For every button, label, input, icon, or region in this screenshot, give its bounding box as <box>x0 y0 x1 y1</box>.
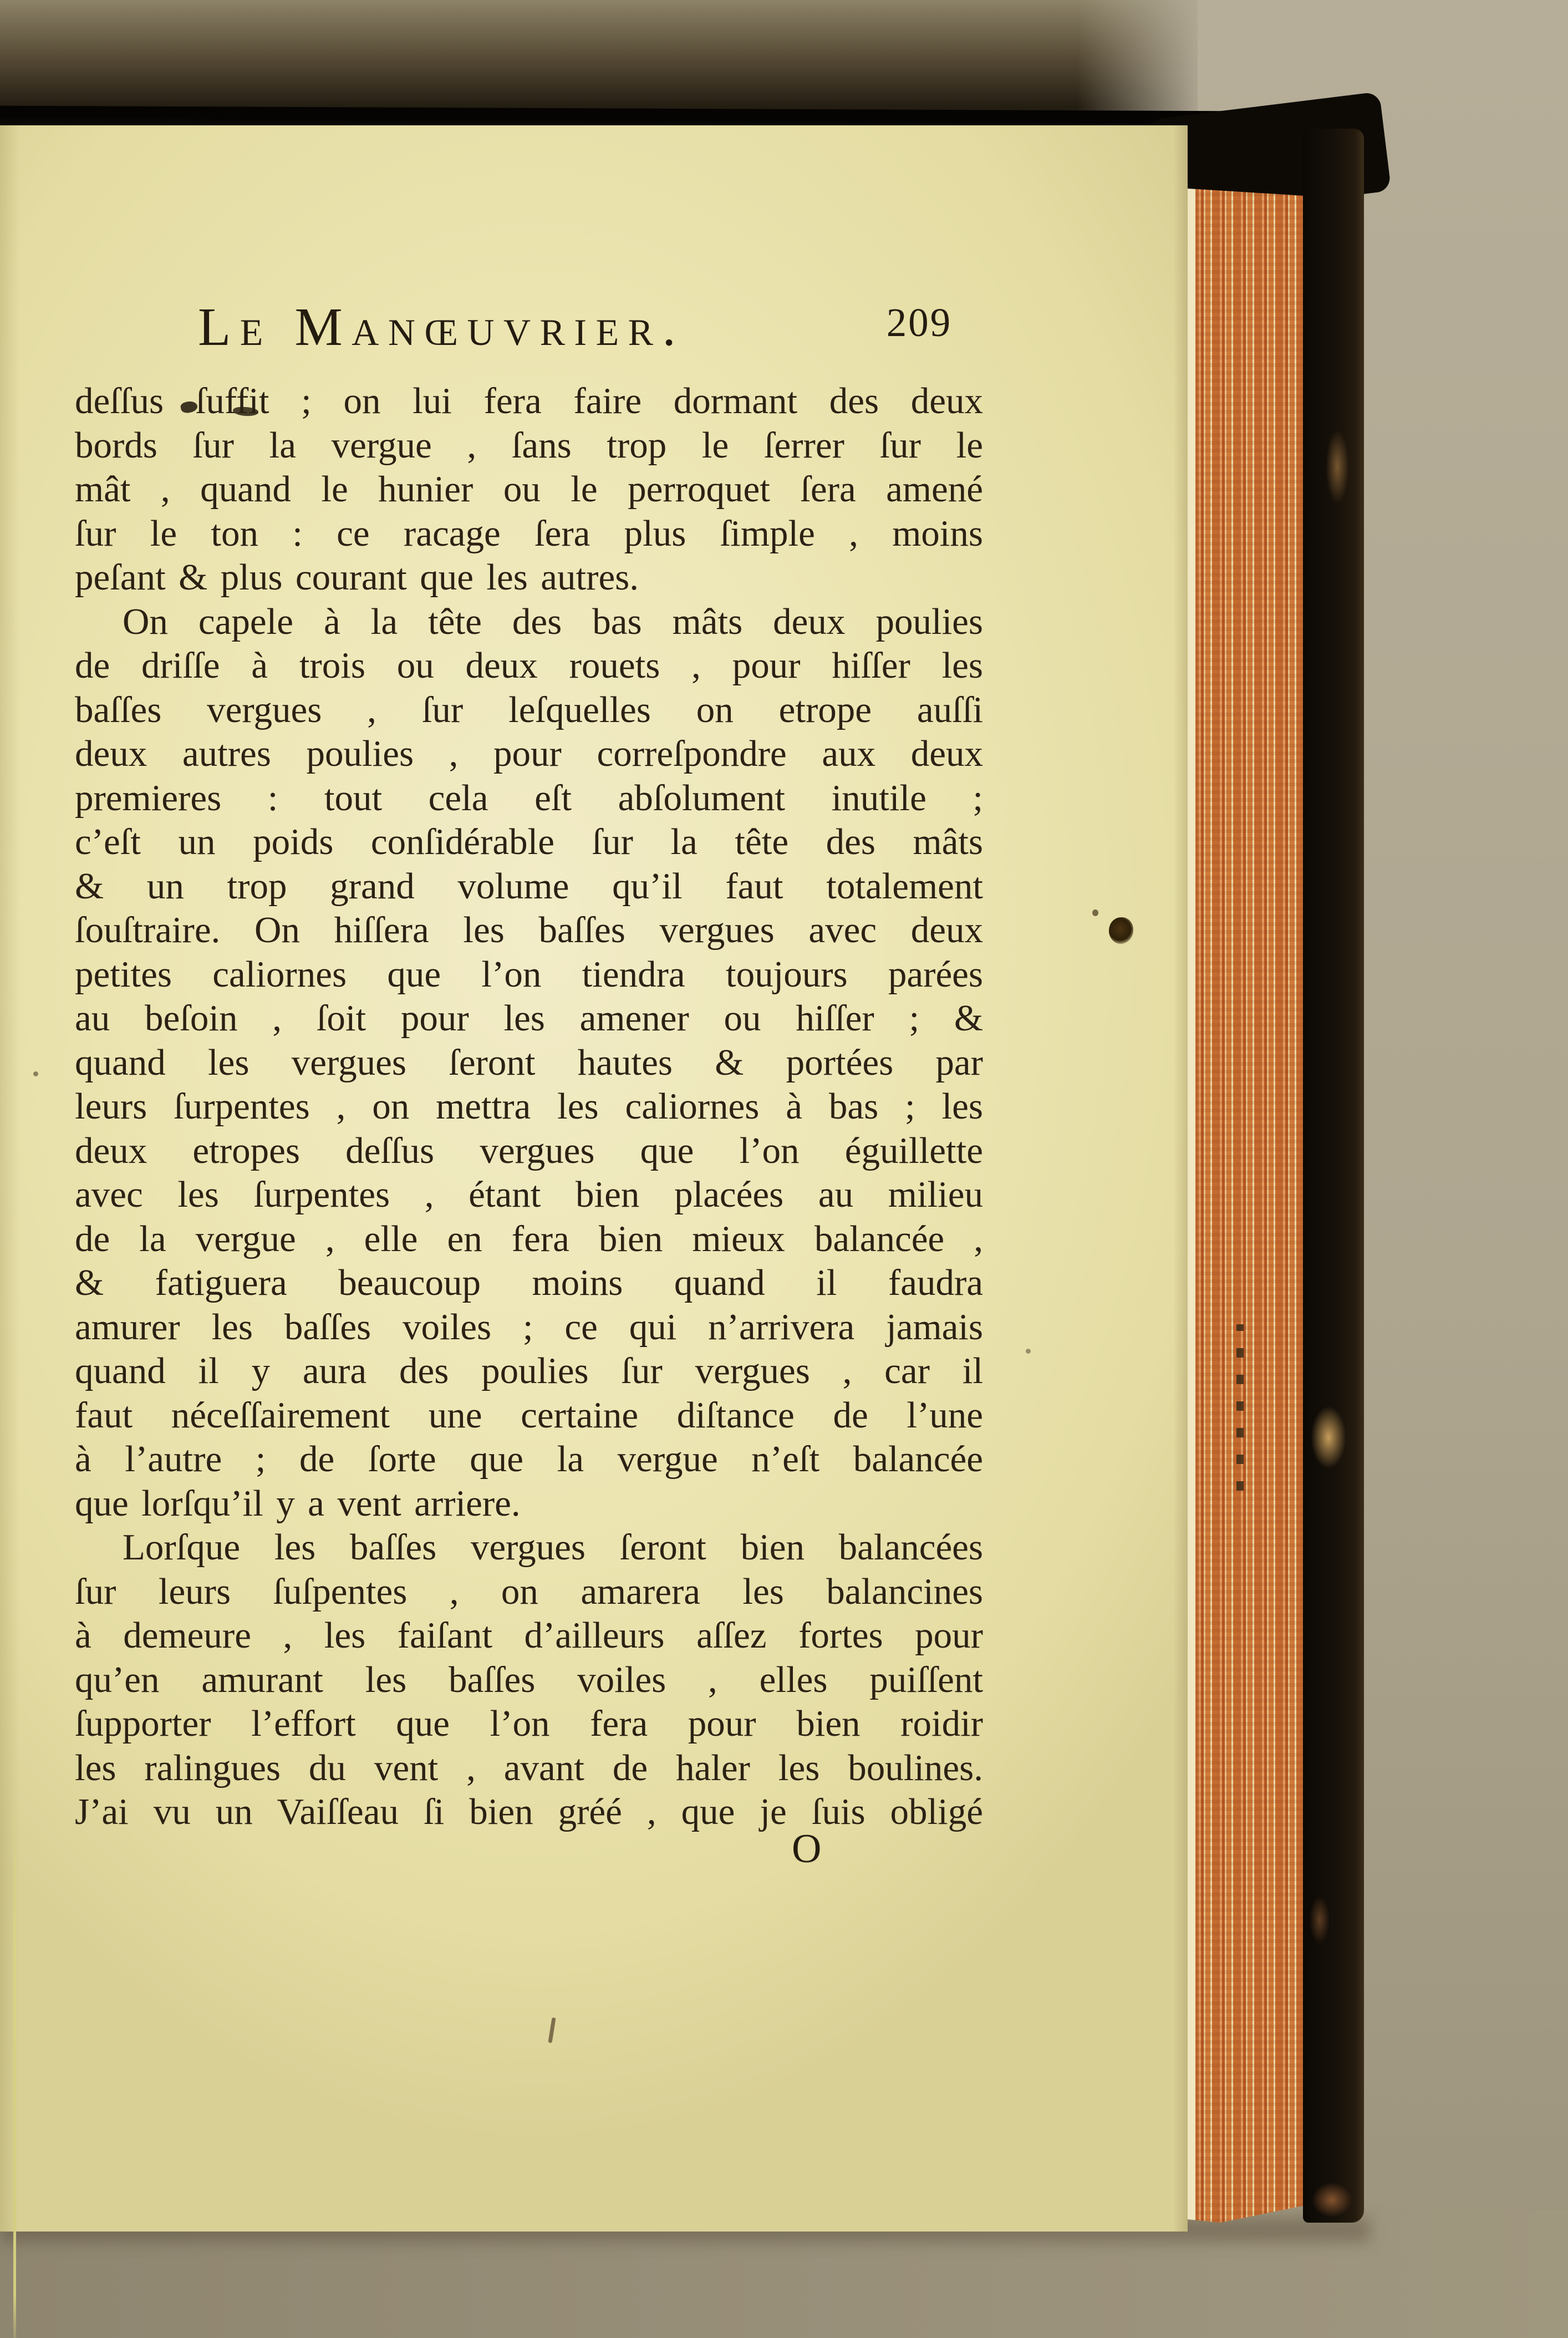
text-line: petites caliornes que l’on tiendra toujours parées <box>75 953 983 995</box>
fore-edge-page-stack <box>1188 189 1313 2223</box>
text-line: les ralingues du vent , avant de haler les boulines. <box>75 1747 983 1788</box>
text-line: bords ſur la vergue , ſans trop le ſerrer ſur le <box>75 424 983 466</box>
text-line: On capele à la tête des bas mâts deux poulies <box>123 601 983 642</box>
page-crease-line <box>13 1778 16 2338</box>
book-binding-edge <box>1303 129 1364 2223</box>
text-line: amurer les baſſes voiles ; ce qui n’arrivera jamais <box>75 1306 983 1348</box>
text-block <box>75 379 983 1834</box>
text-line: qu’en amurant les baſſes voiles , elles puiſſent <box>75 1659 983 1700</box>
text-line: leurs ſurpentes , on mettra les caliornes à bas ; les <box>75 1086 983 1127</box>
ink-speck <box>33 1071 38 1076</box>
text-line: ſupporter l’effort que l’on fera pour bien roidir <box>75 1703 983 1744</box>
text-line: au beſoin , ſoit pour les amener ou hiſſer ; & <box>75 998 983 1039</box>
top-cover-shadow <box>0 0 1198 119</box>
text-line: ſouſtraire. On hiſſera les baſſes vergues avec deux <box>75 909 983 951</box>
fore-edge-ink-marks <box>1236 1324 1244 1491</box>
text-line: deux autres poulies , pour correſpondre aux deux <box>75 733 983 774</box>
text-line: J’ai vu un Vaiſſeau ſi bien gréé , que je ſuis obligé <box>75 1791 983 1832</box>
text-line: à demeure , les faiſant d’ailleurs aſſez fortes pour <box>75 1615 983 1656</box>
ink-speck <box>1026 1349 1031 1354</box>
text-line: ſur leurs ſuſpentes , on amarera les balancines <box>75 1570 983 1612</box>
text-line: mât , quand le hunier ou le perroquet ſera amené <box>75 469 983 510</box>
text-line: & un trop grand volume qu’il faut totalement <box>75 865 983 907</box>
ink-dot <box>1092 909 1098 916</box>
text-line: quand il y aura des poulies ſur vergues , car il <box>75 1350 983 1391</box>
text-line: c’eſt un poids conſidérable ſur la tête des mâts <box>75 821 983 862</box>
text-line: que lorſqu’il y a vent arriere. <box>75 1482 521 1524</box>
page-number: 209 <box>886 300 952 345</box>
text-line: Lorſque les baſſes vergues ſeront bien balancées <box>123 1527 983 1568</box>
catchword: O <box>792 1826 822 1872</box>
text-line: à l’autre ; de ſorte que la vergue n’eſt balancée <box>75 1439 983 1480</box>
running-title: Le Manœuvrier. <box>198 297 685 357</box>
text-line: deſſus ſuffit ; on lui fera faire dormant des deux <box>75 380 983 421</box>
text-line: deux etropes deſſus vergues que l’on éguillette <box>75 1130 983 1171</box>
text-line: avec les ſurpentes , étant bien placées au milieu <box>75 1174 983 1215</box>
text-line: ſur le ton : ce racage ſera plus ſimple , moins <box>75 512 983 554</box>
text-line: de la vergue , elle en fera bien mieux balancée , <box>75 1218 983 1259</box>
page-gutter-shading <box>0 125 20 2232</box>
text-line: premieres : tout cela eſt abſolument inutile ; <box>75 777 983 819</box>
text-line: & fatiguera beaucoup moins quand il faudra <box>75 1262 983 1303</box>
text-line: faut néceſſairement une certaine diſtance de l’une <box>75 1394 983 1436</box>
text-line: de driſſe à trois ou deux rouets , pour hiſſer les <box>75 645 983 686</box>
running-header <box>75 299 984 355</box>
text-line: peſant & plus courant que les autres. <box>75 557 639 598</box>
text-line: baſſes vergues , ſur leſquelles on etrope auſſi <box>75 689 983 730</box>
text-line: quand les vergues ſeront hautes & portées par <box>75 1041 983 1083</box>
